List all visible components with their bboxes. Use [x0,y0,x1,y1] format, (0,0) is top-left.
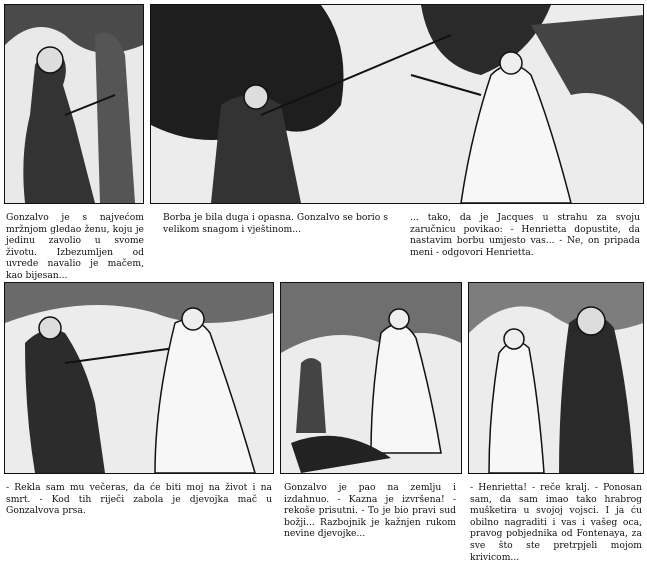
panel-2-illustration [151,5,643,203]
comic-panel-5 [280,282,462,474]
caption-1: Gonzalvo je s najvećom mržnjom gledao ženu, koju je jedinu zavolio u svome životu. Izbezumljen od uvrede navalio je mačem, kao bijesan... [6,212,144,281]
caption-3: ... tako, da je Jacques u strahu za svoju zaručnicu povikao: - Henrietta dopustite, da nastavim borbu umjesto vas... - Ne, on pripada meni - odgovori Henrietta. [410,212,640,258]
panel-5-illustration [281,283,461,473]
panel-1-illustration [5,5,143,203]
caption-5: Gonzalvo je pao na zemlju i izdahnuo. - Kazna je izvršena! - rekoše prisutni. - To je bio pravi sud božji... Razbojnik je kažnjen rukom nevine djevojke... [284,482,456,540]
comic-panel-4 [4,282,274,474]
panel-4-illustration [5,283,273,473]
comic-panel-6 [468,282,644,474]
caption-2: Borba je bila duga i opasna. Gonzalvo se borio s velikom snagom i vještinom... [163,212,388,235]
comic-panel-1 [4,4,144,204]
caption-6: - Henrietta! - reče kralj. - Ponosan sam, da sam imao tako hrabrog mušketira u svojoj vojsci. I ja ću obilno nagraditi i vas i vašeg oca, pravog pobjednika od Fontenaya, za sve što ste pretrpjeli mojom krivicom... [470,482,642,563]
panel-6-illustration [469,283,643,473]
comic-panel-2 [150,4,644,204]
caption-4: - Rekla sam mu večeras, da će biti moj na život i na smrt. - Kod tih riječi zabola je djevojka mač u Gonzalvova prsa. [6,482,272,517]
